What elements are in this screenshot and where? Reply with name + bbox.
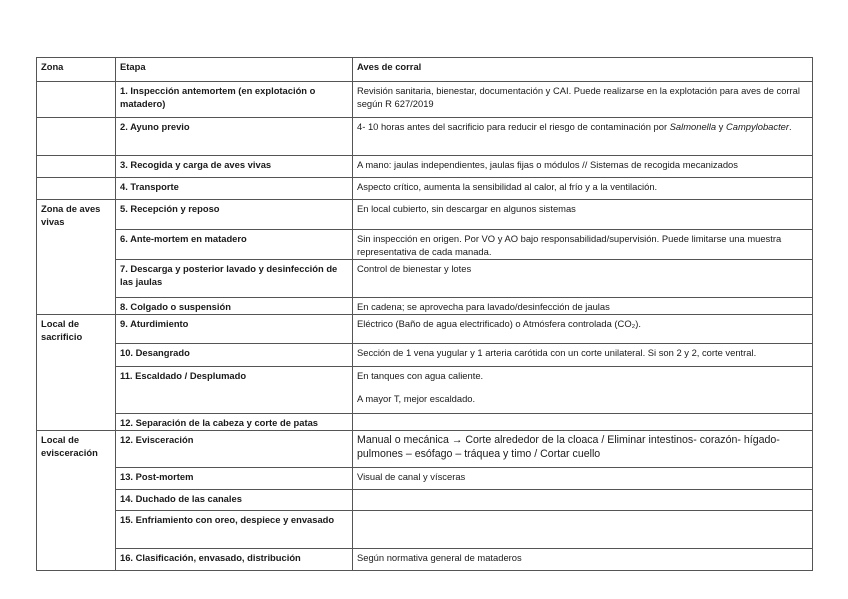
etapa-cell: 9. Aturdimiento [116,314,353,344]
zona-cell [37,82,116,118]
aves-text-2: A mayor T, mejor escaldado. [357,393,476,404]
etapa-cell: 6. Ante-mortem en matadero [116,229,353,259]
aves-cell: Sin inspección en origen. Por VO y AO bajo responsabilidad/supervisión. Puede limitarse una muestra representativa de cada manada. [353,229,813,259]
table-row [37,82,813,118]
table-header-row [37,58,813,82]
aves-cell [353,414,813,431]
table-row [37,490,813,511]
zona-cell [37,468,116,490]
etapa-cell: 5. Recepción y reposo [116,200,353,230]
table-row [37,431,813,468]
zona-cell [37,367,116,414]
header-aves: Aves de corral [353,58,813,82]
aves-text: y [716,121,726,132]
aves-italic-salmonella: Salmonella [669,121,717,132]
aves-cell: Aspecto crítico, aumenta la sensibilidad al calor, al frío y a la ventilación. [353,178,813,200]
table-row [37,549,813,571]
aves-cell [353,511,813,549]
etapa-cell: 10. Desangrado [116,344,353,367]
zona-cell [37,118,116,156]
zona-cell [37,259,116,297]
zona-cell [37,511,116,549]
table-row [37,118,813,156]
slaughter-stages-table [36,57,813,571]
header-zona: Zona [37,58,116,82]
aves-cell: Control de bienestar y lotes [353,259,813,297]
aves-cell [353,367,813,414]
aves-cell [353,490,813,511]
aves-cell: A mano: jaulas independientes, jaulas fijas o módulos // Sistemas de recogida mecanizados [353,156,813,178]
zona-cell [37,344,116,367]
table-row [37,178,813,200]
zona-cell [37,549,116,571]
aves-italic-campylobacter: Campylobacter [725,121,790,132]
table-row [37,229,813,259]
table-row [37,468,813,490]
etapa-cell: 12. Separación de la cabeza y corte de patas [116,414,353,431]
aves-cell: Revisión sanitaria, bienestar, documentación y CAI. Puede realizarse en la explotación para aves de corral según R 627/2019 [353,82,813,118]
table-row [37,344,813,367]
table-row [37,414,813,431]
etapa-cell: 12. Evisceración [116,431,353,468]
zona-cell [37,178,116,200]
etapa-cell: 2. Ayuno previo [116,118,353,156]
aves-cell: Manual o mecánica → Corte alrededor de la cloaca / Eliminar intestinos- corazón- hígado- pulmones – esófago – tráquea y timo / Cortar cuello [353,431,813,468]
aves-text: En tanques con agua caliente. [357,370,484,381]
etapa-cell: 13. Post-mortem [116,468,353,490]
table-row [37,200,813,230]
aves-cell: En cadena; se aprovecha para lavado/desinfección de jaulas [353,297,813,314]
aves-cell: Según normativa general de mataderos [353,549,813,571]
zona-cell: Local de sacrificio [37,314,116,344]
table-row [37,511,813,549]
zona-cell [37,156,116,178]
etapa-cell: 14. Duchado de las canales [116,490,353,511]
etapa-cell: 16. Clasificación, envasado, distribución [116,549,353,571]
zona-cell [37,297,116,314]
aves-cell [353,118,813,156]
aves-text: 4- 10 horas antes del sacrificio para reducir el riesgo de contaminación por [357,121,670,132]
table-row [37,314,813,344]
etapa-cell: 1. Inspección antemortem (en explotación o matadero) [116,82,353,118]
table-row [37,259,813,297]
zona-cell [37,490,116,511]
etapa-cell: 7. Descarga y posterior lavado y desinfección de las jaulas [116,259,353,297]
etapa-cell: 4. Transporte [116,178,353,200]
aves-cell: En local cubierto, sin descargar en algunos sistemas [353,200,813,230]
zona-cell: Zona de aves vivas [37,200,116,230]
etapa-cell: 15. Enfriamiento con oreo, despiece y envasado [116,511,353,549]
etapa-cell: 3. Recogida y carga de aves vivas [116,156,353,178]
zona-cell [37,229,116,259]
etapa-cell: 11. Escaldado / Desplumado [116,367,353,414]
aves-text: . [789,121,792,132]
zona-cell [37,414,116,431]
aves-cell: Sección de 1 vena yugular y 1 arteria carótida con un corte unilateral. Si son 2 y 2, corte ventral. [353,344,813,367]
zona-cell: Local de evisceración [37,431,116,468]
aves-cell: Eléctrico (Baño de agua electrificado) o Atmósfera controlada (CO₂). [353,314,813,344]
table-row [37,367,813,414]
table-row [37,297,813,314]
table-row [37,156,813,178]
aves-cell: Visual de canal y vísceras [353,468,813,490]
header-etapa: Etapa [116,58,353,82]
etapa-cell: 8. Colgado o suspensión [116,297,353,314]
